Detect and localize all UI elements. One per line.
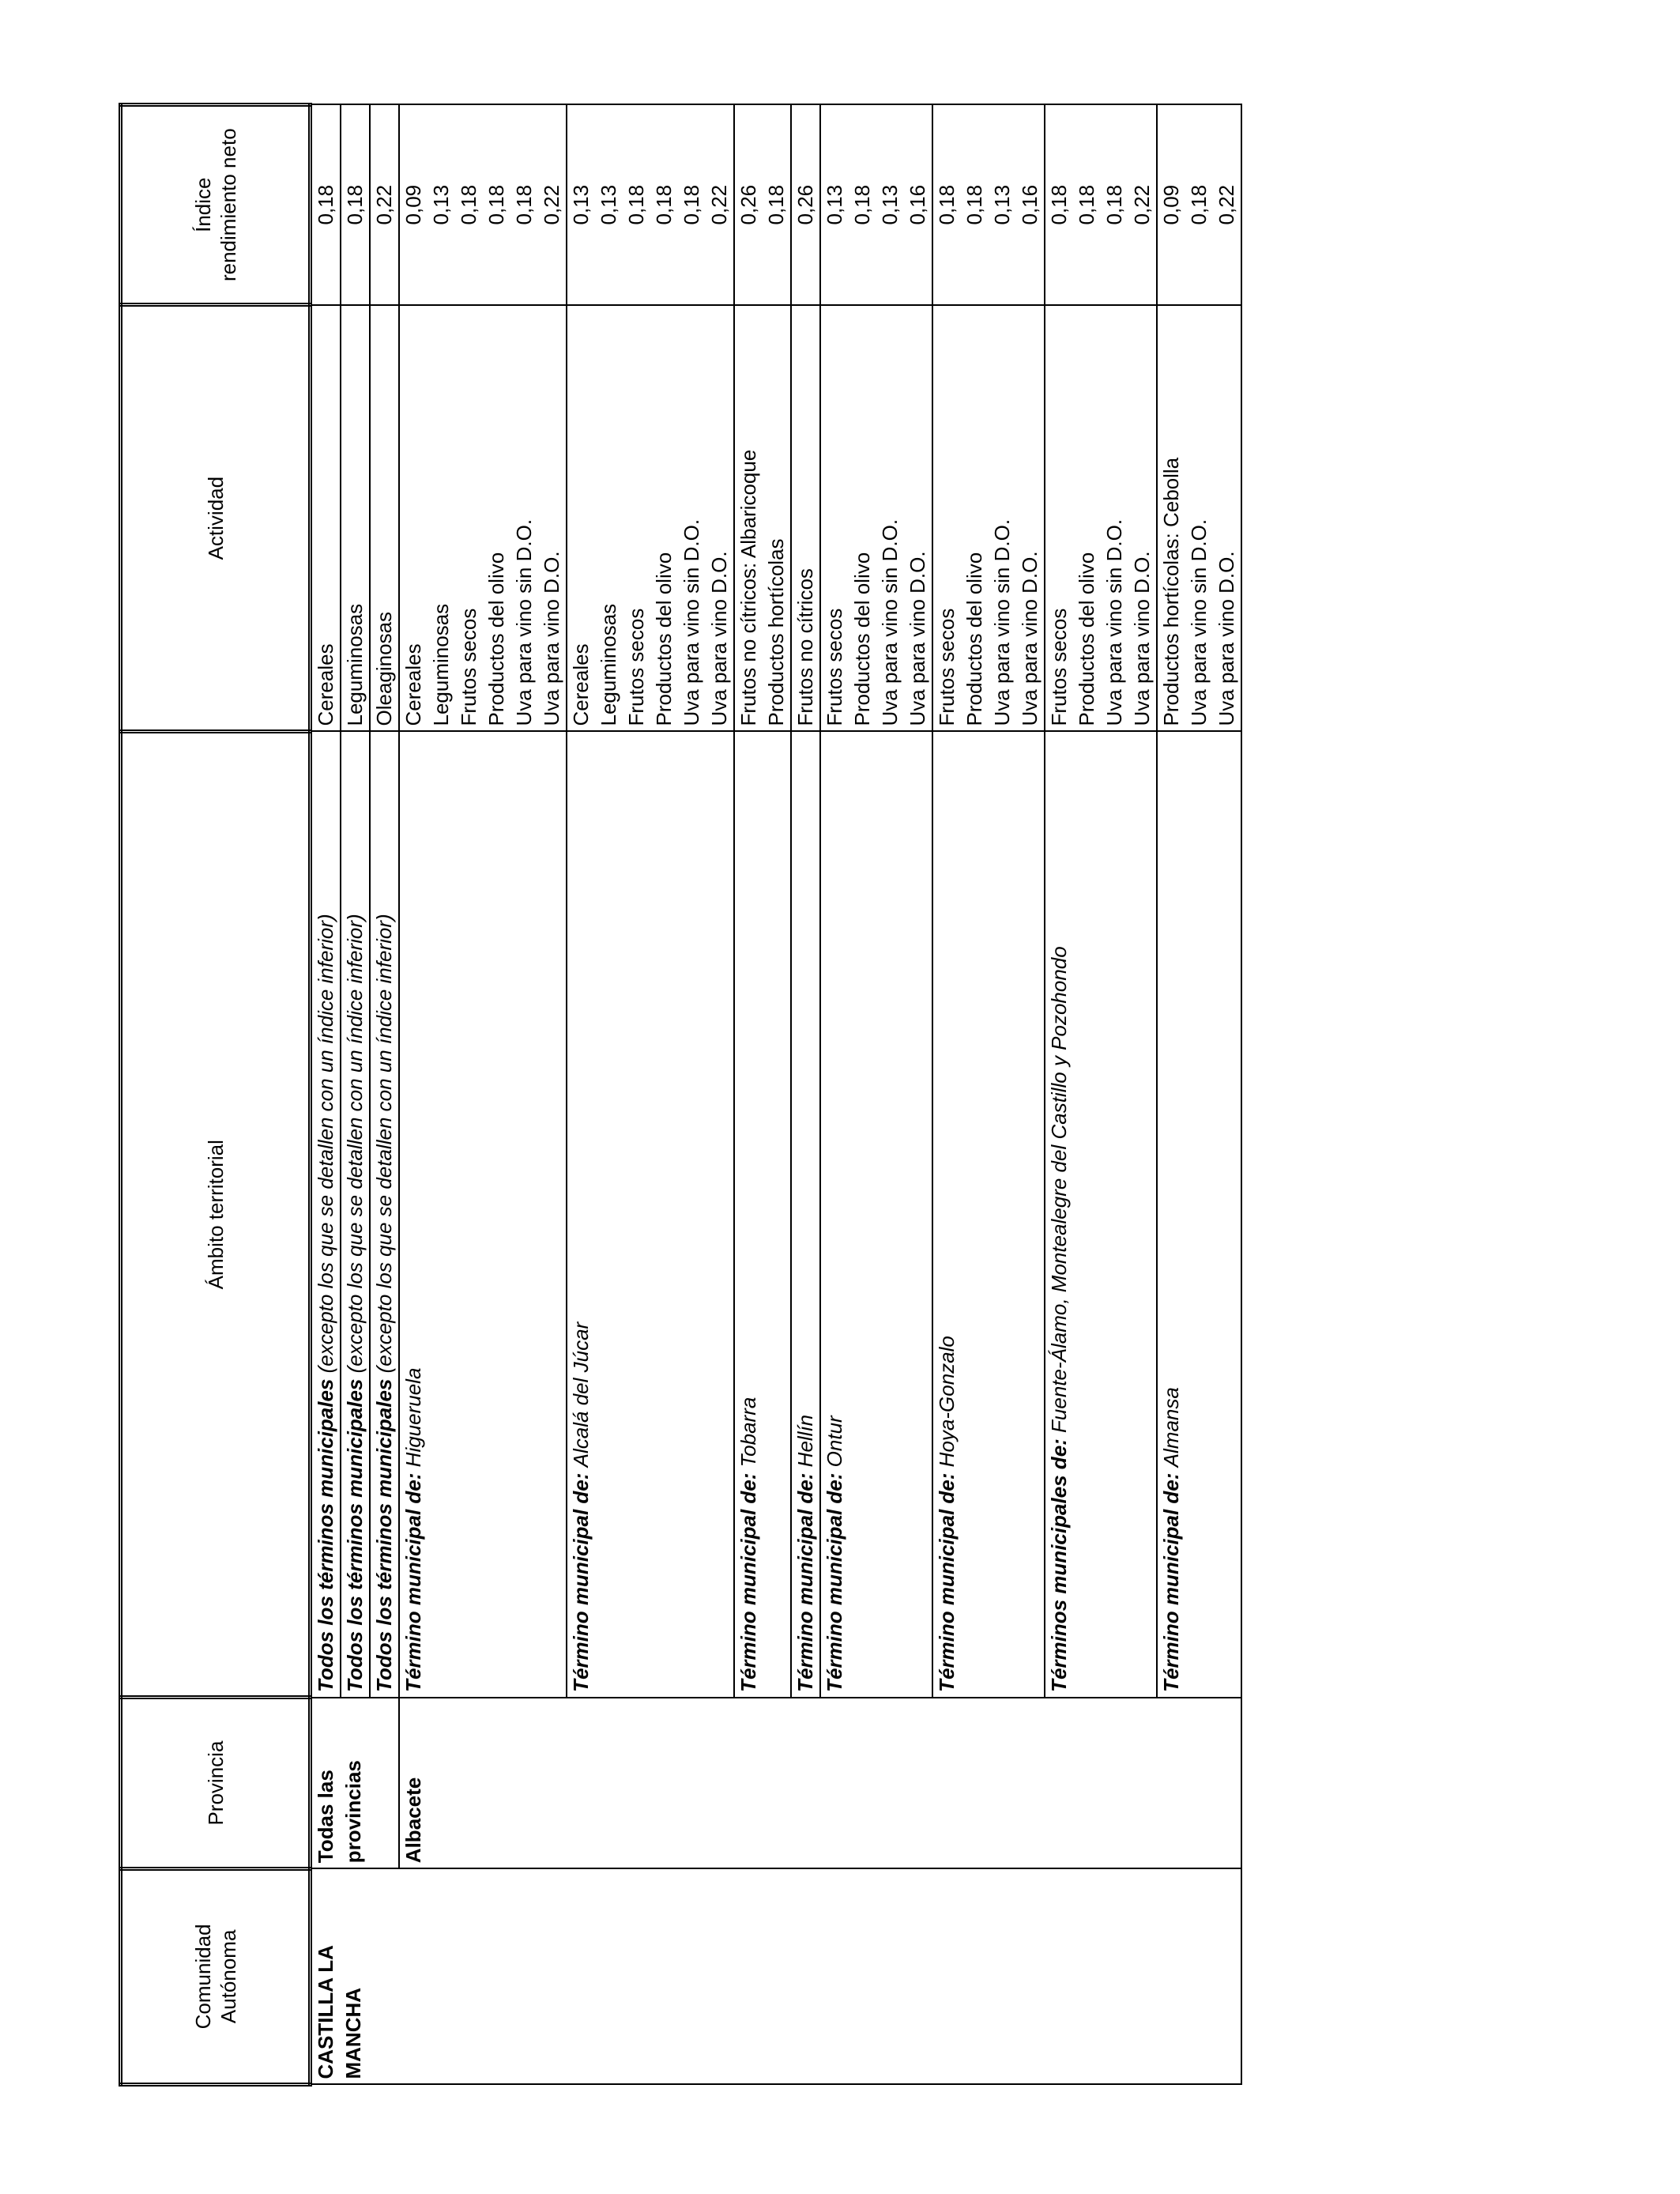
actividad-item: Frutos no cítricos — [793, 568, 817, 726]
indice-value: 0,18 — [850, 184, 874, 225]
indice-value: 0,22 — [707, 184, 731, 225]
indice-value: 0,18 — [1075, 184, 1098, 225]
ambito-bold-label: Término municipal de: — [1159, 1472, 1183, 1692]
actividad-item: Productos del olivo — [652, 552, 676, 726]
actividad-item: Uva para vino sin D.O. — [1102, 518, 1126, 726]
ambito-cell — [1157, 731, 1241, 1697]
ambito-cell — [734, 731, 791, 1697]
indice-value: 0,18 — [680, 184, 703, 225]
indice-value: 0,13 — [823, 184, 846, 225]
indice-value: 0,16 — [1018, 184, 1042, 225]
actividad-item: Uva para vino sin D.O. — [878, 518, 902, 726]
indice-value: 0,18 — [1102, 184, 1126, 225]
indice-value: 0,18 — [1187, 184, 1211, 225]
ambito-place: Tobarra — [736, 1397, 760, 1468]
provincia-todas-cell: Todas las provincias — [311, 1698, 400, 1868]
indice-cell — [820, 105, 932, 305]
ambito-place: Alcalá del Júcar — [569, 1321, 593, 1468]
indice-value: 0,18 — [624, 184, 648, 225]
ambito-place: Higueruela — [401, 1367, 425, 1468]
header-comunidad: Comunidad Autónoma — [121, 1868, 311, 2084]
actividad-item: Leguminosas — [343, 603, 367, 726]
ambito-place: Ontur — [823, 1416, 846, 1468]
indice-cell — [791, 105, 820, 305]
indice-value: 0,18 — [512, 184, 536, 225]
ambito-bold-label: Término municipal de: — [935, 1472, 959, 1692]
actividad-item: Productos hortícolas — [764, 538, 788, 726]
header-row — [121, 105, 311, 2085]
indice-value: 0,18 — [343, 184, 367, 225]
actividad-item: Cereales — [569, 643, 593, 726]
table-row — [399, 105, 567, 2085]
actividad-item: Frutos no cítricos: Albaricoque — [736, 449, 760, 726]
indice-value: 0,13 — [597, 184, 620, 225]
indice-cell — [341, 105, 370, 305]
actividad-item: Uva para vino D.O. — [906, 551, 929, 726]
indice-cell — [370, 105, 399, 305]
ambito-cell — [791, 731, 820, 1697]
actividad-item: Cereales — [401, 643, 425, 726]
actividad-cell — [820, 305, 932, 732]
actividad-item: Uva para vino D.O. — [1215, 551, 1238, 726]
indice-cell — [932, 105, 1045, 305]
indice-value: 0,18 — [314, 184, 337, 225]
indice-value: 0,22 — [1130, 184, 1154, 225]
actividad-item: Leguminosas — [597, 603, 620, 726]
actividad-item: Uva para vino D.O. — [540, 551, 563, 726]
indice-value: 0,22 — [1215, 184, 1238, 225]
ambito-cell — [311, 731, 341, 1697]
indice-value: 0,18 — [935, 184, 959, 225]
ambito-place: Almansa — [1159, 1387, 1183, 1468]
ambito-bold-label: Todos los términos municipales — [372, 1378, 396, 1692]
actividad-cell — [341, 305, 370, 732]
indice-value: 0,16 — [906, 184, 929, 225]
ambito-bold-label: Términos municipales de: — [1047, 1438, 1071, 1692]
header-provincia: Provincia — [121, 1698, 311, 1868]
indice-cell — [311, 105, 341, 305]
indice-value: 0,09 — [1159, 184, 1183, 225]
ambito-bold-label: Término municipal de: — [793, 1472, 817, 1692]
table-body — [311, 105, 1242, 2085]
indice-value: 0,18 — [962, 184, 986, 225]
comunidad-cell: CASTILLA LA MANCHA — [311, 1868, 1242, 2084]
ambito-bold-label: Todos los términos municipales — [343, 1378, 367, 1692]
actividad-item: Uva para vino D.O. — [707, 551, 731, 726]
indice-value: 0,13 — [569, 184, 593, 225]
ambito-bold-label: Término municipal de: — [823, 1472, 846, 1692]
actividad-item: Uva para vino sin D.O. — [680, 518, 703, 726]
actividad-item: Frutos secos — [823, 608, 846, 726]
ambito-cell — [567, 731, 734, 1697]
ambito-bold-label: Todos los términos municipales — [314, 1378, 337, 1692]
indice-value: 0,18 — [1047, 184, 1071, 225]
actividad-cell — [370, 305, 399, 732]
indice-cell — [734, 105, 791, 305]
indice-cell — [1157, 105, 1241, 305]
header-indice: Índice rendimiento neto — [121, 105, 311, 305]
actividad-item: Frutos secos — [1047, 608, 1071, 726]
actividad-item: Frutos secos — [935, 608, 959, 726]
table-row — [311, 105, 341, 2085]
actividad-item: Oleaginosas — [372, 611, 396, 726]
ambito-cell — [341, 731, 370, 1697]
ambito-place: (excepto los que se detallen con un índice inferior) — [314, 914, 337, 1374]
indice-value: 0,13 — [429, 184, 453, 225]
actividad-item: Productos del olivo — [850, 552, 874, 726]
indice-value: 0,18 — [457, 184, 480, 225]
actividad-item: Productos del olivo — [1075, 552, 1098, 726]
ambito-cell — [370, 731, 399, 1697]
actividad-item: Uva para vino sin D.O. — [990, 518, 1014, 726]
actividad-item: Frutos secos — [624, 608, 648, 726]
actividad-item: Productos hortícolas: Cebolla — [1159, 457, 1183, 726]
actividad-item: Cereales — [314, 643, 337, 726]
rotated-table-page — [119, 103, 1238, 2087]
actividad-item: Frutos secos — [457, 608, 480, 726]
ambito-place: (excepto los que se detallen con un índice inferior) — [343, 914, 367, 1374]
actividad-item: Uva para vino sin D.O. — [1187, 518, 1211, 726]
ambito-place: Fuente-Álamo, Montealegre del Castillo y Pozohondo — [1047, 946, 1071, 1433]
actividad-item: Productos del olivo — [484, 552, 508, 726]
ambito-cell — [1045, 731, 1157, 1697]
actividad-cell — [1045, 305, 1157, 732]
indice-value: 0,26 — [736, 184, 760, 225]
actividad-cell — [791, 305, 820, 732]
actividad-item: Leguminosas — [429, 603, 453, 726]
actividad-item: Uva para vino D.O. — [1130, 551, 1154, 726]
ambito-cell — [820, 731, 932, 1697]
actividad-item: Productos del olivo — [962, 552, 986, 726]
indice-value: 0,26 — [793, 184, 817, 225]
ambito-place: Hellín — [793, 1414, 817, 1468]
ambito-place: (excepto los que se detallen con un índice inferior) — [372, 914, 396, 1374]
header-actividad: Actividad — [121, 305, 311, 732]
actividad-item: Uva para vino D.O. — [1018, 551, 1042, 726]
indice-value: 0,13 — [990, 184, 1014, 225]
actividad-cell — [932, 305, 1045, 732]
header-ambito: Ámbito territorial — [121, 731, 311, 1697]
ambito-cell — [932, 731, 1045, 1697]
provincia-albacete-cell: Albacete — [399, 1698, 1241, 1868]
actividad-cell — [399, 305, 567, 732]
indice-cell — [399, 105, 567, 305]
ambito-bold-label: Término municipal de: — [401, 1472, 425, 1692]
indice-value: 0,22 — [372, 184, 396, 225]
indice-value: 0,18 — [652, 184, 676, 225]
ambito-bold-label: Término municipal de: — [736, 1472, 760, 1692]
actividad-cell — [311, 305, 341, 732]
actividad-cell — [1157, 305, 1241, 732]
indice-value: 0,18 — [764, 184, 788, 225]
indice-cell — [1045, 105, 1157, 305]
ambito-cell — [399, 731, 567, 1697]
indice-cell — [567, 105, 734, 305]
indice-value: 0,09 — [401, 184, 425, 225]
ambito-bold-label: Término municipal de: — [569, 1472, 593, 1692]
indice-value: 0,13 — [878, 184, 902, 225]
actividad-cell — [567, 305, 734, 732]
indice-value: 0,22 — [540, 184, 563, 225]
actividad-cell — [734, 305, 791, 732]
actividad-item: Uva para vino sin D.O. — [512, 518, 536, 726]
ambito-place: Hoya-Gonzalo — [935, 1336, 959, 1468]
rendimiento-table — [119, 103, 1242, 2087]
indice-value: 0,18 — [484, 184, 508, 225]
